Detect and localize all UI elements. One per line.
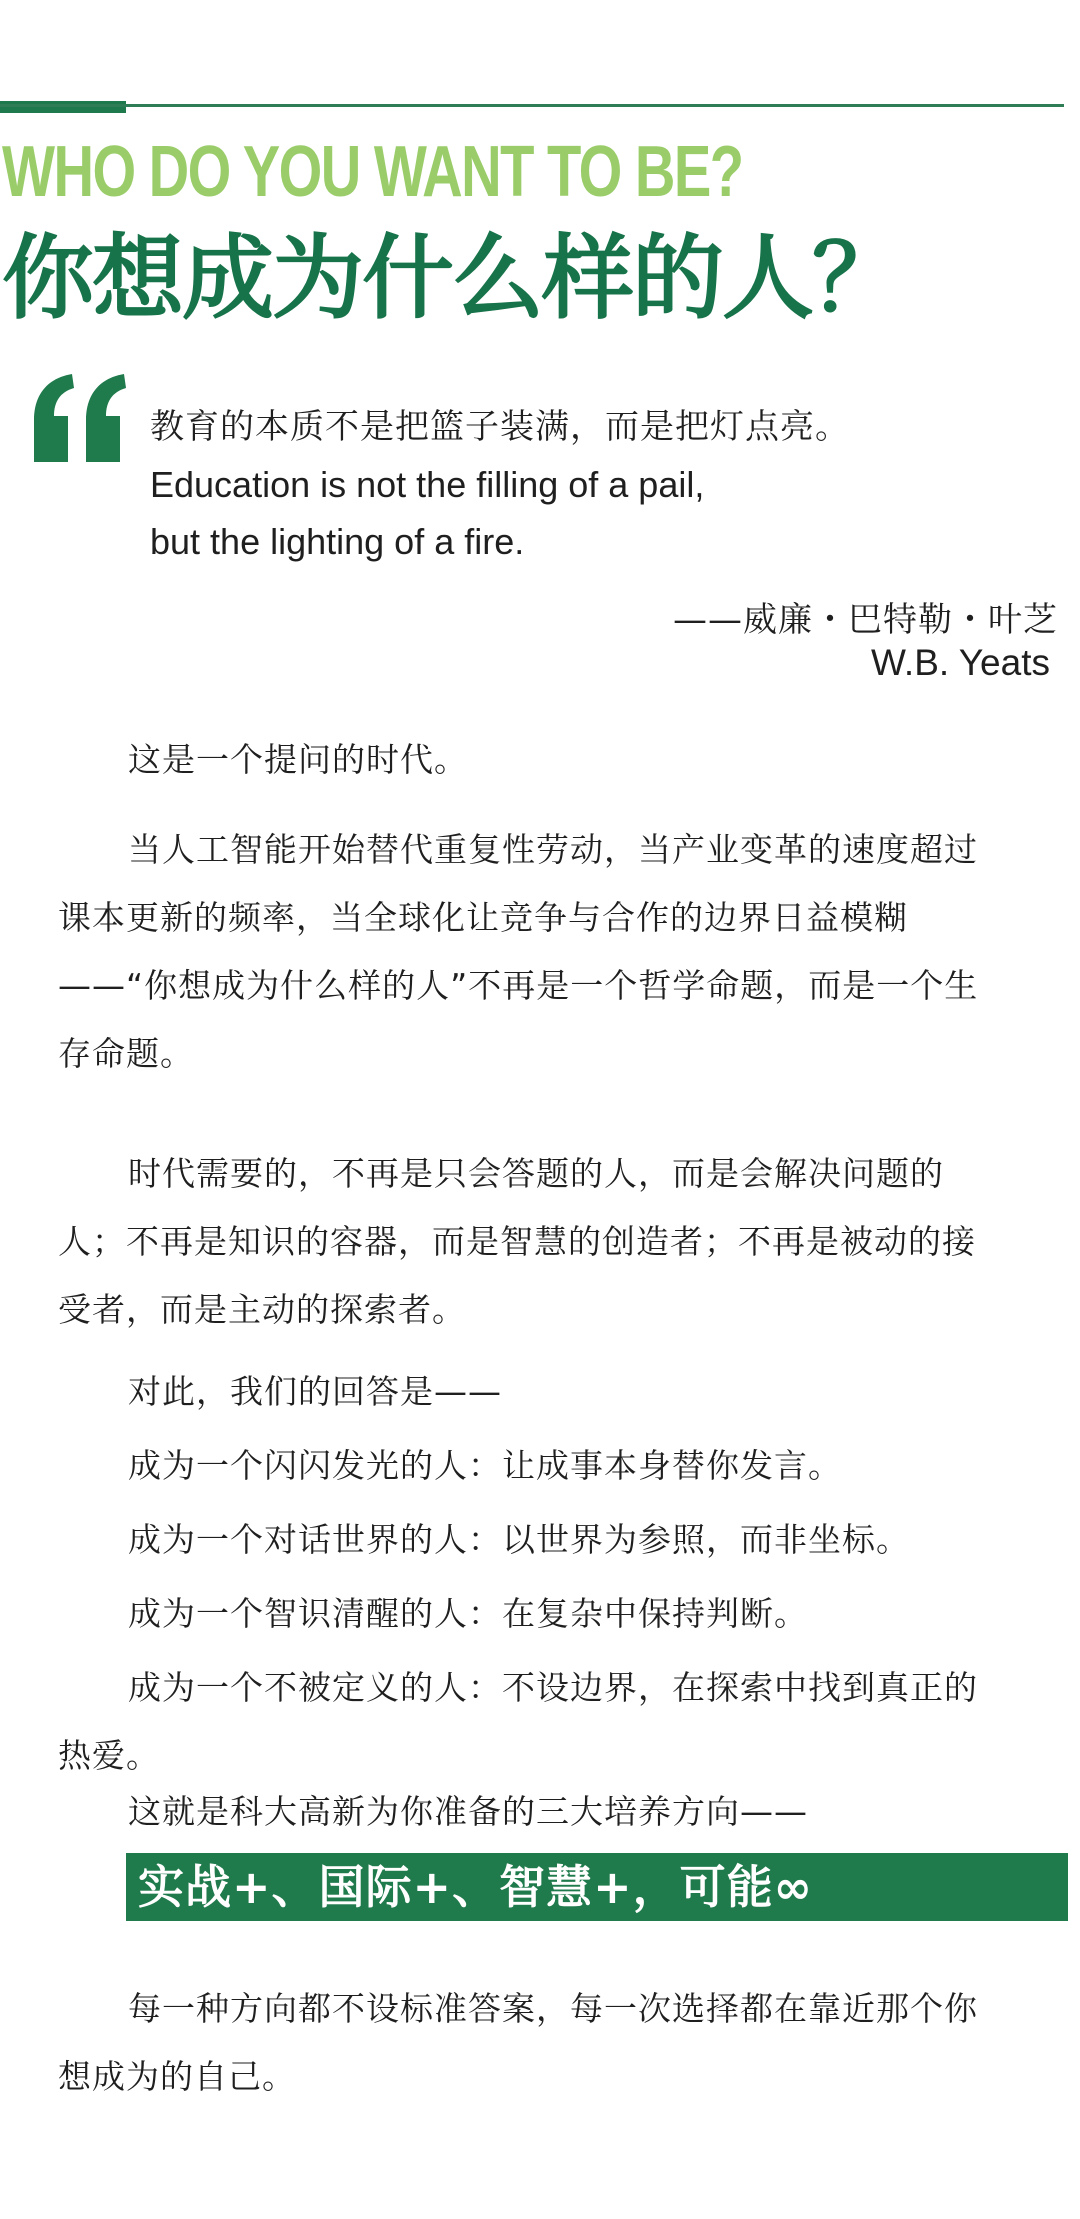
quote-en-line-2: but the lighting of a fire. <box>150 521 525 562</box>
paragraph-6: 成为一个对话世界的人：以世界为参照，而非坐标。 <box>128 1520 910 1559</box>
paragraph-10: 每一种方向都不设标准答案，每一次选择都在靠近那个你想成为的自己。 <box>58 1989 978 2096</box>
directions-banner: 实战+、国际+、智慧+，可能∞ <box>126 1853 1068 1921</box>
paragraph-8: 成为一个不被定义的人：不设边界，在探索中找到真正的热爱。 <box>58 1668 978 1775</box>
quote-attribution-en: W.B. Yeats <box>871 642 1050 683</box>
title-en: WHO DO YOU WANT TO BE? <box>2 132 743 212</box>
quote-mark-icon <box>24 372 136 464</box>
title-zh: 你想成为什么样的人？ <box>2 225 903 332</box>
paragraph-7: 成为一个智识清醒的人：在复杂中保持判断。 <box>128 1594 808 1633</box>
quote-en <box>150 456 1050 570</box>
paragraph-2: 当人工智能开始替代重复性劳动，当产业变革的速度超过课本更新的频率，当全球化让竞争与合作的边界日益模糊——“你想成为什么样的人”不再是一个哲学命题，而是一个生存命题。 <box>58 830 979 1073</box>
header-accent-bar <box>0 101 126 113</box>
paragraph-3: 时代需要的，不再是只会答题的人，而是会解决问题的人；不再是知识的容器，而是智慧的创造者；不再是被动的接受者，而是主动的探索者。 <box>58 1154 976 1329</box>
header-divider <box>0 104 1064 107</box>
quote-attribution-zh: ——威廉・巴特勒・叶芝 <box>673 600 1058 640</box>
paragraph-9: 这就是科大高新为你准备的三大培养方向—— <box>128 1792 808 1831</box>
paragraph-5: 成为一个闪闪发光的人：让成事本身替你发言。 <box>128 1446 842 1485</box>
quote-zh: 教育的本质不是把篮子装满，而是把灯点亮。 <box>150 407 850 447</box>
paragraph-1: 这是一个提问的时代。 <box>128 740 468 779</box>
paragraph-4: 对此，我们的回答是—— <box>128 1372 502 1411</box>
quote-block <box>150 407 1050 570</box>
quote-en-line-1: Education is not the filling of a pail, <box>150 464 705 505</box>
